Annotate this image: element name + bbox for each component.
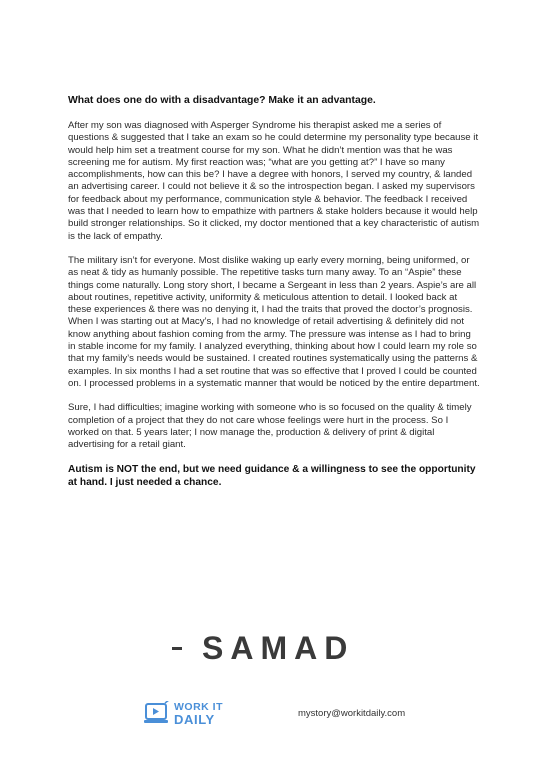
play-screen-icon	[144, 701, 170, 725]
story-paragraph-3: Sure, I had difficulties; imagine working with someone who is so focused on the quality & timely completion of a project that they do not care whose feelings were hurt in the process. So I worked on that. 5 years later; I now manage the, production & delivery of print & digital advertising for a retail giant.	[68, 402, 472, 451]
logo-text-line-1: WORK IT	[174, 701, 223, 713]
signature-dash	[172, 647, 182, 650]
footer	[140, 697, 440, 731]
logo-text-line-2: DAILY	[174, 712, 215, 727]
story-body	[68, 94, 480, 489]
signature-block	[172, 628, 372, 668]
work-it-daily-logo[interactable]	[144, 699, 264, 729]
story-paragraph-2: The military isn’t for everyone. Most dislike waking up early every morning, being uniformed, or as neat & tidy as humanly possible. The repetitive tasks turn many away. To an “Aspie” these things come naturally. Long story short, I became a Sergeant in less than 2 years. Aspie’s are all about routines, repetitive activity, uniformity & meticulous attention to detail. I looked back at these experiences & there was no denying it, I had the traits that proved the doctor’s prognosis. When I was starting out at Macy’s, I had no knowledge of retail advertising & definitely did not know anything about fashion coming from the army. The pressure was intense as I had to bring in stable income for my family. I analyzed everything, thinking about how I could learn my role so that my family’s needs would be sustained. I created routines systematically using the patterns & examples. In six months I had a set routine that was so effective that I proved I could be counted on. I processed problems in a systematic manner that would be noticed by the entire department.	[68, 254, 480, 389]
story-paragraph-1: After my son was diagnosed with Asperger Syndrome his therapist asked me a series of questions & suggested that I take an exam so he could determine my personality type because it would help him set a treatment course for my son. What he didn’t mention was that he was screening me for autism. My first reaction was; “what are you getting at?” I have so many accomplishments, how can this be? I have a degree with honors, I served my country, & landed an advertising career. I could not believe it & so the introspection began. I asked my supervisors for feedback about my performance, communication style & behavior. The feedback I received was that I needed to learn how to empathize with partners & stake holders because it would help build stronger relationships. So it clicked, my doctor mentioned that a key characteristic of autism is the lack of empathy.	[68, 120, 480, 242]
story-heading: What does one do with a disadvantage? Make it an advantage.	[68, 95, 376, 106]
contact-email[interactable]: mystory@workitdaily.com	[298, 708, 406, 719]
signature-name: SAMAD	[202, 630, 355, 666]
story-closing: Autism is NOT the end, but we need guidance & a willingness to see the opportunity at hand. I just needed a chance.	[68, 464, 476, 489]
